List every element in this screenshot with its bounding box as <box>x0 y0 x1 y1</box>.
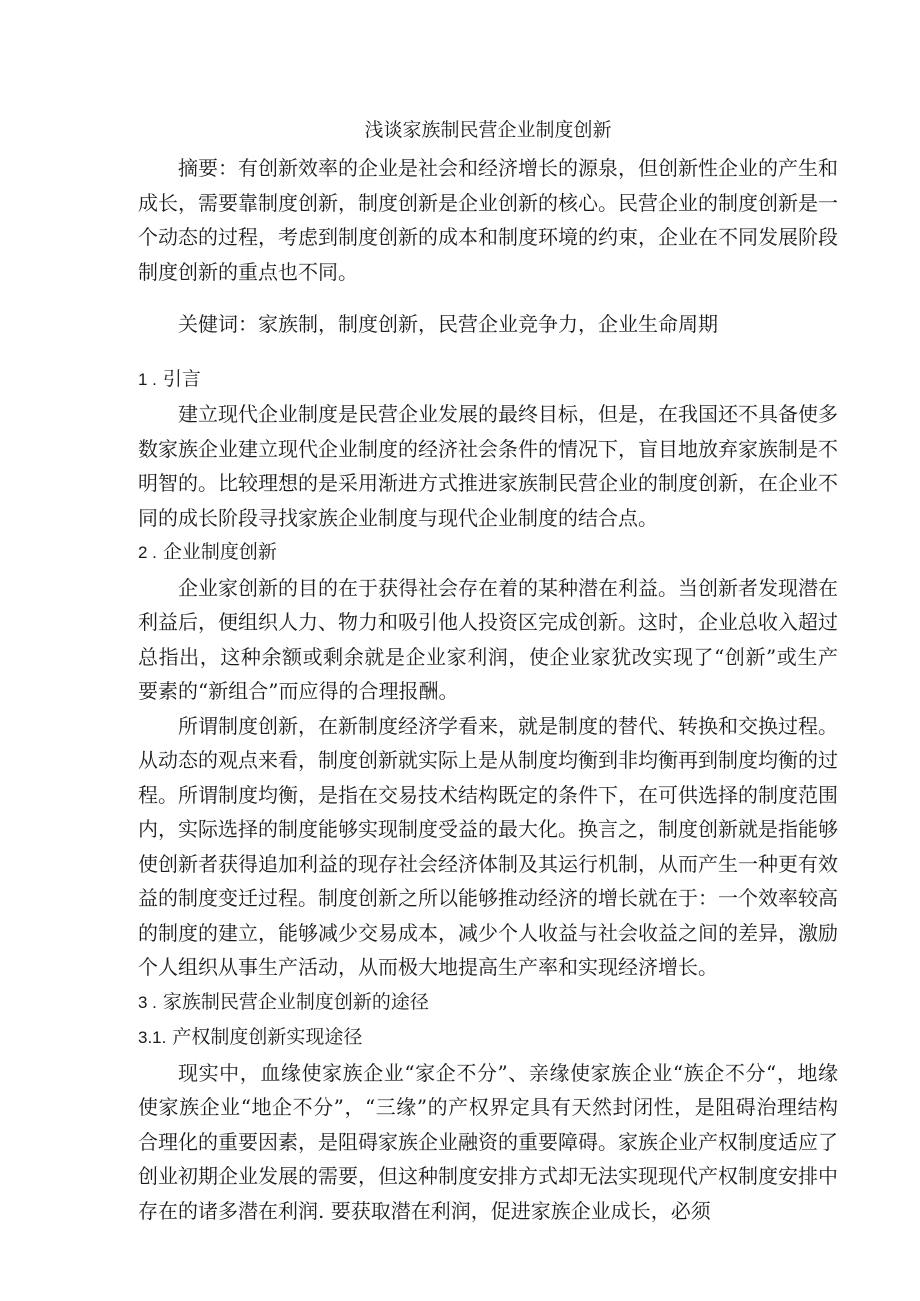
body-paragraph: 企业家创新的目的在于获得社会存在着的某种潜在利益。当创新者发现潜在利益后，便组织人力、物力和吸引他人投资区完成创新。这时，企业总收入超过总指出，这种余额或剩余就是企业家利润，使企业家犹改实现了“创新”或生产要素的“新组合”而应得的合理报酬。 <box>138 575 838 703</box>
section-number: 1 . <box>138 369 157 389</box>
body-paragraph: 现实中，血缘使家族企业“家企不分”、亲缘使家族企业“族企不分“，地缘使家族企业“地企不分”，“三缘”的产权界定具有天然封闭性，是阻碍治理结构合理化的重要因素，是阻碍家族企业融资的重要障碍。家族企业产权制度适应了创业初期企业发展的需要，但这种制度安排方式却无法实现现代产权制度安排中存在的诸多潜在利润. 要获取潜在利润，促进家族企业成长，必须 <box>138 1060 838 1223</box>
section-heading-2 <box>138 535 838 571</box>
section-number: 2 . <box>138 543 157 562</box>
section-number: 3 . <box>138 992 157 1012</box>
section-heading-1 <box>138 362 838 398</box>
section-heading-3 <box>138 985 838 1021</box>
keywords-line: 关健词：家族制，制度创新，民营企业竞争力，企业生命周期 <box>178 312 718 336</box>
section-title: 企业制度创新 <box>162 541 277 563</box>
subsection-heading-3-1 <box>138 1020 838 1056</box>
section-title: 家族制民营企业制度创新的途径 <box>162 990 429 1013</box>
section-title: 引言 <box>162 367 201 390</box>
body-paragraph: 所谓制度创新，在新制度经济学看来，就是制度的替代、转换和交换过程。从动态的观点来看，制度创新就实际上是从制度均衡到非均衡再到制度均衡的过程。所谓制度均衡，是指在交易技术结构既定的条件下，在可供选择的制度范围内，实际选择的制度能够实现制度受益的最大化。换言之，制度创新就是指能够使创新者获得追加利益的现存社会经济体制及其运行机制，从而产生一种更有效益的制度变迁过程。制度创新之所以能够推动经济的增长就在于：一个效率较高的制度的建立，能够减少交易成本，减少个人收益与社会收益之间的差异，激励个人组织从事生产活动，从而极大地提高生产率和实现经济增长。 <box>138 713 838 979</box>
abstract-paragraph: 摘要：有创新效率的企业是社会和经济增长的源泉，但创新性企业的产生和成长，需要靠制度创新，制度创新是企业创新的核心。民营企业的制度创新是一个动态的过程，考虑到制度创新的成本和制度环境的约束，企业在不同发展阶段制度创新的重点也不同。 <box>138 156 838 284</box>
document-title: 浅谈家族制民营企业制度创新 <box>364 119 612 141</box>
document-body <box>138 115 838 1228</box>
body-paragraph: 建立现代企业制度是民营企业发展的最终目标，但是，在我国还不具备使多数家族企业建立现代企业制度的经济社会条件的情况下，盲目地放弃家族制是不明智的。比较理想的是采用渐进方式推进家族制民营企业的制度创新，在企业不同的成长阶段寻找家族企业制度与现代企业制度的结合点。 <box>138 402 838 530</box>
section-title: 产权制度创新实现途径 <box>172 1026 363 1048</box>
section-number: 3.1. <box>138 1028 167 1047</box>
